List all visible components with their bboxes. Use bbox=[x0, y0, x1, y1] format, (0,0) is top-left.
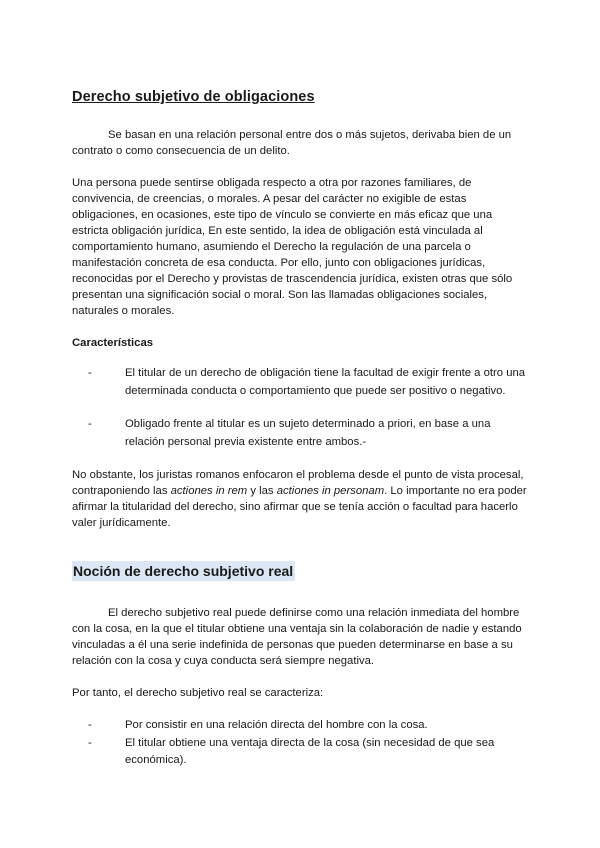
emphasis-actiones-in-personam: actiones in personam bbox=[276, 485, 385, 497]
list-item bbox=[88, 717, 530, 735]
text-run: . Lo importante no era poder afirmar la titularidad del derecho, sino afirmar que se tenía acción o facultad para hacerlo valer jurídicamente. bbox=[72, 485, 527, 529]
dash-bullet: - bbox=[88, 367, 92, 379]
list-item-text: El titular obtiene una ventaja directa de la cosa (sin necesidad de que sea económica). bbox=[125, 736, 495, 766]
paragraph-caracteriza: Por tanto, el derecho subjetivo real se caracteriza: bbox=[72, 687, 324, 699]
paragraph-intro: Se basan en una relación personal entre dos o más sujetos, derivaba bien de un contrato o como consecuencia de un delito. bbox=[72, 129, 512, 157]
list-item-text: El titular de un derecho de obligación tiene la facultad de exigir frente a otro una determinada conducta o comportamiento que puede ser positivo o negativo. bbox=[125, 367, 526, 397]
dash-bullet: - bbox=[88, 418, 92, 430]
document-content bbox=[72, 88, 530, 770]
subheading-caracteristicas: Características bbox=[72, 337, 154, 349]
list-item-text: Por consistir en una relación directa del hombre con la cosa. bbox=[125, 719, 428, 731]
paragraph-juristas-romanos bbox=[72, 467, 530, 531]
caracteristicas-list bbox=[72, 365, 530, 451]
section-title-obligaciones: Derecho subjetivo de obligaciones bbox=[72, 89, 315, 105]
section-title-derecho-real: Noción de derecho subjetivo real bbox=[73, 563, 294, 579]
list-item bbox=[88, 365, 530, 400]
list-item bbox=[88, 416, 530, 451]
paragraph-definicion-real: El derecho subjetivo real puede definirse como una relación inmediata del hombre con la cosa, en la que el titular obtiene una ventaja sin la colaboración de nadie y estando vinculadas a él una serie indefinida de personas que pueden determinarse en base a su relación con la cosa y cuya conducta será siempre negativa. bbox=[72, 607, 522, 667]
emphasis-actiones-in-rem: actiones in rem bbox=[170, 485, 248, 497]
dash-bullet: - bbox=[88, 719, 92, 731]
derecho-real-list bbox=[72, 717, 530, 770]
dash-bullet: - bbox=[88, 736, 92, 749]
list-item-text: Obligado frente al titular es un sujeto determinado a priori, en base a una relación personal previa existente entre ambos.- bbox=[125, 418, 491, 448]
text-run: No obstante, los juristas romanos enfocaron el problema desde el punto de vista procesal, contraponiendo las bbox=[72, 469, 524, 497]
text-run: y las bbox=[247, 485, 277, 497]
list-item bbox=[88, 735, 530, 770]
paragraph-obligaciones-morales: Una persona puede sentirse obligada respecto a otra por razones familiares, de convivencia, de creencias, o morales. A pesar del carácter no exigible de estas obligaciones, en ocasiones, este tipo de vínculo se convierte en más eficaz que una estricta obligación jurídica, En este sentido, la idea de obligación está vinculada al comportamiento humano, asumiendo el Derecho la regulación de una parcela o manifestación concreta de esa conducta. Por ello, junto con obligaciones jurídicas, reconocidas por el Derecho y provistas de trascendencia jurídica, existen otras que sólo presentan una significación social o moral. Son las llamadas obligaciones sociales, naturales o morales. bbox=[72, 177, 513, 317]
